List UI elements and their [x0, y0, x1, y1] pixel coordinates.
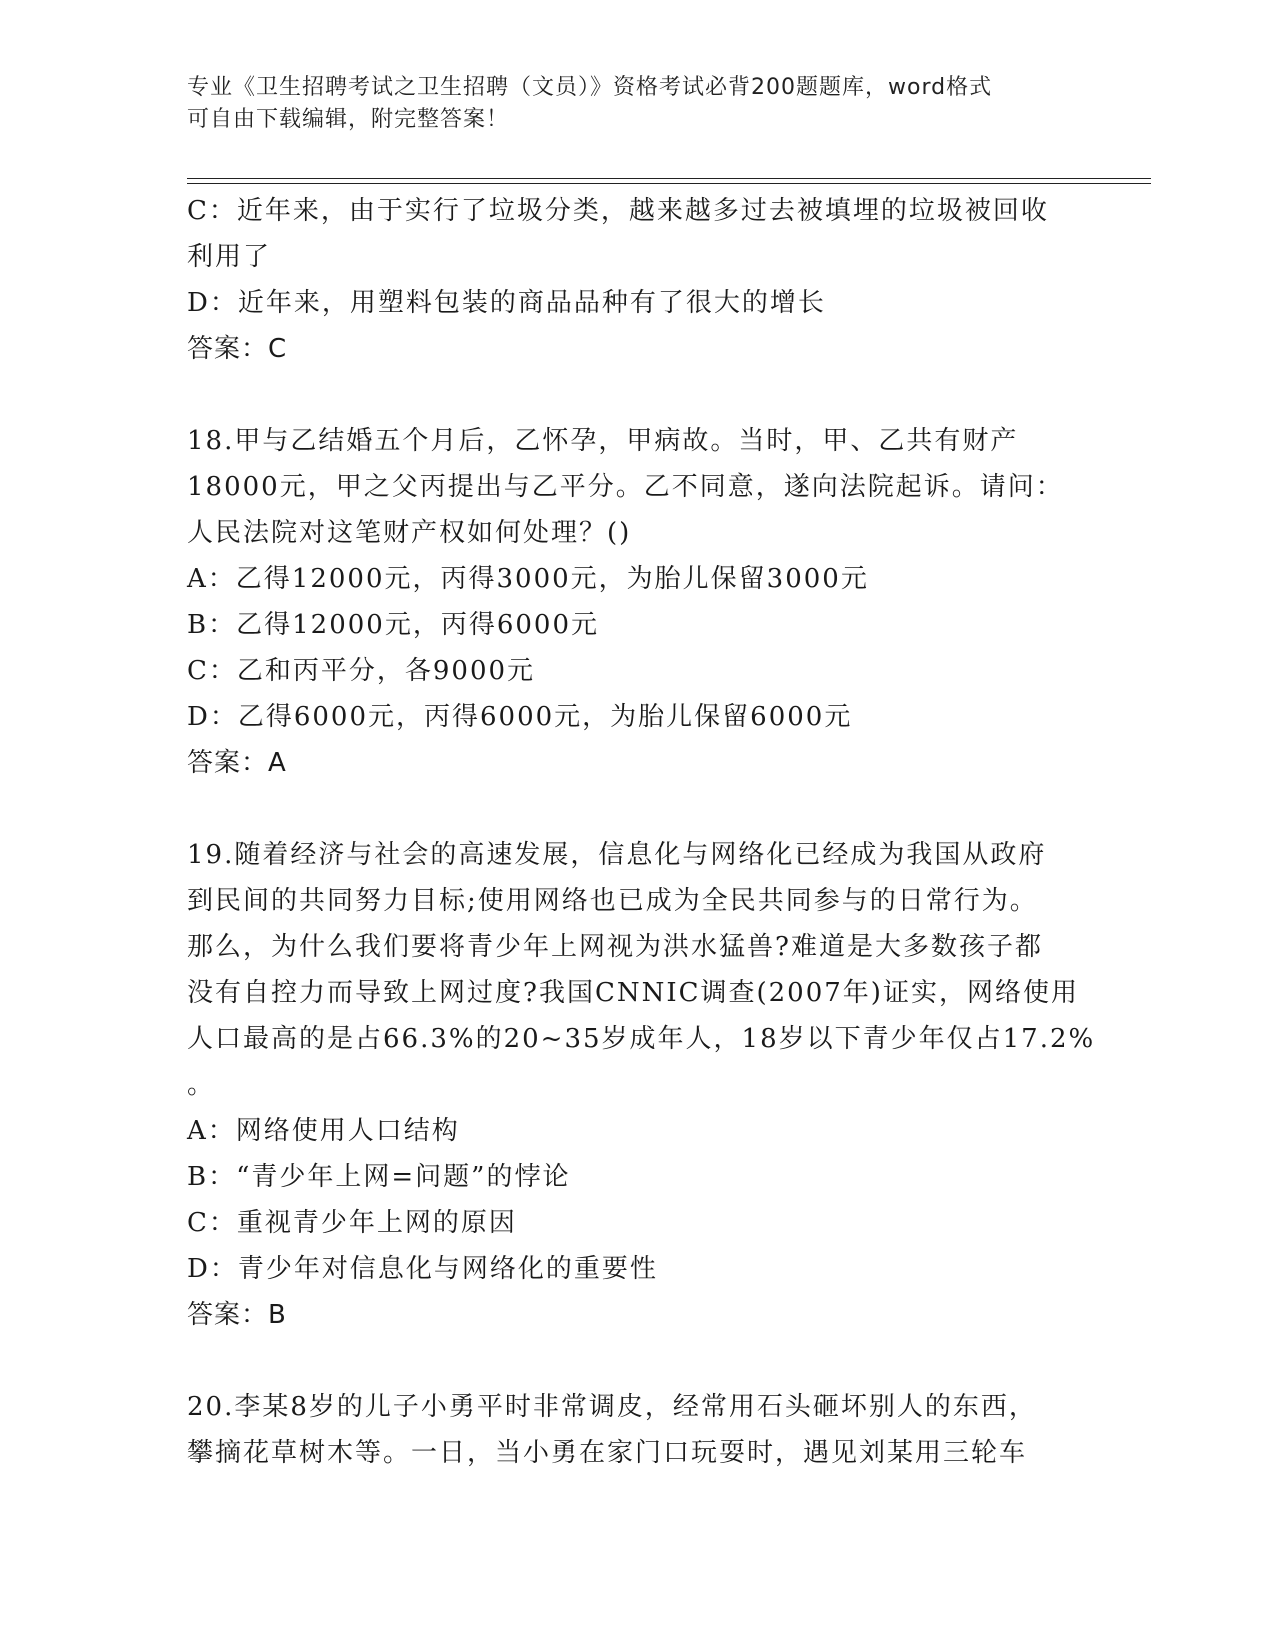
option-c: C：乙和丙平分，各9000元	[187, 656, 536, 686]
question-stem-line: 到民间的共同努力目标;使用网络也已成为全民共同参与的日常行为。	[187, 886, 1038, 916]
document-header	[187, 72, 1087, 136]
question-19	[187, 832, 1096, 1338]
header-divider-bottom	[187, 183, 1151, 184]
option-c: C：近年来，由于实行了垃圾分类，越来越多过去被填埋的垃圾被回收	[187, 196, 1049, 226]
answer-line: 答案：C	[187, 334, 288, 364]
question-stem-line: 那么，为什么我们要将青少年上网视为洪水猛兽?难道是大多数孩子都	[187, 932, 1043, 962]
option-b: B：乙得12000元，丙得6000元	[187, 610, 599, 640]
question-stem-line: 人口最高的是占66.3%的20~35岁成年人，18岁以下青少年仅占17.2%	[187, 1024, 1096, 1054]
question-stem-line: 18000元，甲之父丙提出与乙平分。乙不同意，遂向法院起诉。请问：	[187, 472, 1064, 502]
question-stem-line: 攀摘花草树木等。一日，当小勇在家门口玩耍时，遇见刘某用三轮车	[187, 1438, 1028, 1468]
question-stem-line: 。	[187, 1070, 216, 1100]
spacer	[187, 786, 1087, 832]
question-stem-line: 没有自控力而导致上网过度?我国CNNIC调查(2007年)证实，网络使用	[187, 978, 1079, 1008]
header-divider-top	[187, 178, 1151, 179]
option-d: D：近年来，用塑料包装的商品品种有了很大的增长	[187, 288, 826, 318]
question-stem-line: 人民法院对这笔财产权如何处理？()	[187, 518, 632, 548]
option-d: D：乙得6000元，丙得6000元，为胎儿保留6000元	[187, 702, 853, 732]
answer-line: 答案：A	[187, 748, 287, 778]
question-stem-line: 20.李某8岁的儿子小勇平时非常调皮，经常用石头砸坏别人的东西，	[187, 1392, 1037, 1422]
option-d: D：青少年对信息化与网络化的重要性	[187, 1254, 658, 1284]
question-17-tail	[187, 188, 1087, 372]
question-18	[187, 418, 1087, 786]
header-line-2: 可自由下载编辑，附完整答案！	[187, 107, 510, 132]
question-stem-line: 18.甲与乙结婚五个月后，乙怀孕，甲病故。当时，甲、乙共有财产	[187, 426, 1019, 456]
answer-line: 答案：B	[187, 1300, 287, 1330]
option-c: C：重视青少年上网的原因	[187, 1208, 517, 1238]
question-body	[187, 188, 1096, 1476]
option-b: B：“青少年上网=问题”的悖论	[187, 1162, 571, 1192]
option-c-continued: 利用了	[187, 242, 272, 272]
question-stem-line: 19.随着经济与社会的高速发展，信息化与网络化已经成为我国从政府	[187, 840, 1047, 870]
option-a: A：网络使用人口结构	[187, 1116, 460, 1146]
spacer	[187, 372, 1087, 418]
spacer	[187, 1338, 1087, 1384]
question-20	[187, 1384, 1087, 1476]
option-a: A：乙得12000元，丙得3000元，为胎儿保留3000元	[187, 564, 869, 594]
header-line-1: 专业《卫生招聘考试之卫生招聘（文员）》资格考试必背200题题库，word格式	[187, 75, 993, 100]
